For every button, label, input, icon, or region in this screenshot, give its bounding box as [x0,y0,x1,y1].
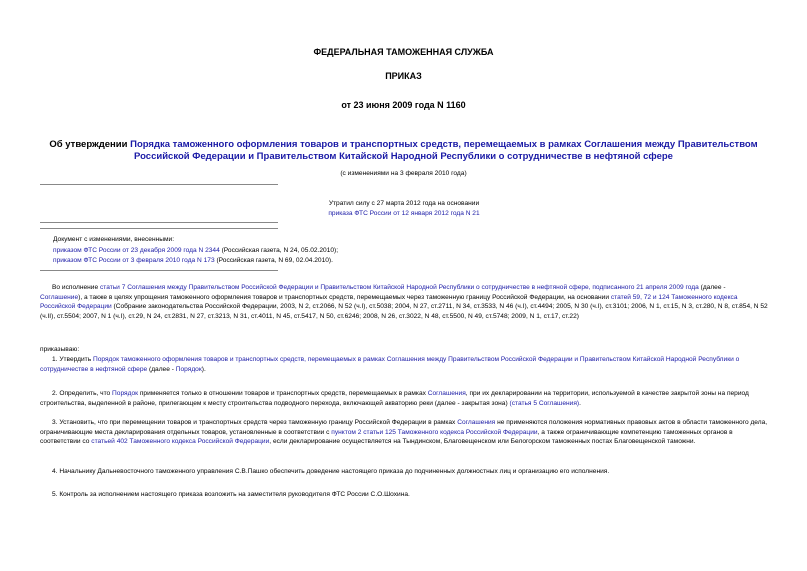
item-1 [40,355,769,374]
title-prefix: Об утверждении [49,139,131,150]
document-title [40,139,767,163]
item-text: 3. Установить, что при перемещении товаров и транспортных средств через таможенную границу Российской Федерации в рамках [52,419,458,426]
item-text: , а также ограничивающие компетенцию таможенных органов в соответствии со [40,428,733,446]
divider [40,184,278,185]
preamble-text: (Собрание законодательства Российской Федерации, 2003, N 2, ст.2066, N 52 (ч.I), ст.5038; 2004, N 27, ст.2711, N 34, ст.3533, N 46 (ч.I), ст.4494; 2005, N 30 (ч.I), ст.3101; 2006, N 1, ст.15, N 3, ст.280, N 8, ст.854, N 52 (ч.II), ст.5504; 2007, N 1 (ч.I), ст.29, N 24, ст.2831, N 27, ст.3213, N 31, ст.4011, N 45, ст.5417, N 50, ст.6246; 2008, N 26, ст.3022, N 48, ст.5500, N 49, ст.5748; 2009, N 1, ст.17, ст.22) [40,303,768,320]
item-5 [40,490,769,500]
lost-force-text: Утратил силу с 27 марта 2012 года на основании [328,200,480,207]
item-text: ). [201,365,206,373]
change-tail: (Российская газета, N 24, 05.02.2010); [219,246,339,254]
agreement-link[interactable]: Соглашения [427,390,466,397]
item-text: , если декларирование осуществляется на Тындинском, Благовещенском или Белогорском таможенных постах Благовещенской таможни. [269,438,696,446]
item-text: 2. Определить, что [52,390,113,397]
article-125-link[interactable]: пунктом 2 статьи 125 Таможенного кодекса Российской Федерации [331,428,538,436]
divider [40,228,278,229]
changes-intro: Документ с изменениями, внесенными: [53,236,175,243]
doc-type: ПРИКАЗ [385,71,422,81]
preamble-text: ), а также в целях упрощения таможенного оформления товаров и транспортных средств, перемещаемых через таможенную границу Российской Федерации, на основании [78,293,611,301]
changes-list [53,235,453,266]
procedure-short-link[interactable]: Порядок [175,365,202,373]
divider [40,270,278,271]
item-text: не применяются положения нормативных правовых актов в области таможенного дела, ограничивающие места декларирования отдельных товаров, установленные в соответствии с [40,419,768,436]
customs-code-link[interactable]: статей 59, 72 и 124 Таможенного кодекса Российской Федерации [40,293,738,311]
preamble-text: (далее - [698,284,726,291]
lost-force-note [300,199,508,218]
order-word: приказываю: [40,346,80,353]
doc-date-number: от 23 июня 2009 года N 1160 [341,100,466,110]
item-text: , при их декларировании на территории, используемой в качестве закрытой зоны на период строительства, выделенной в районе, прилегающем к месту строительства подводного перехода, включающей акваторию реки (далее - закрытая зона) [40,390,749,407]
divider [40,222,278,223]
changes-item [53,256,453,266]
item-5-text: 5. Контроль за исполнением настоящего приказа возложить на заместителя руководителя ФТС России С.О.Шохина. [52,491,410,498]
change-link[interactable]: приказом ФТС России от 3 февраля 2010 года N 173 [53,257,215,265]
agreement-link[interactable]: Соглашения [457,419,496,426]
item-3 [40,418,769,447]
item-text: применяется только в отношении товаров и транспортных средств, перемещаемых в рамках [138,390,428,397]
article-402-link[interactable]: статьей 402 Таможенного кодекса Российской Федерации [91,438,270,446]
procedure-link[interactable]: Порядок [112,390,139,397]
change-link[interactable]: приказом ФТС России от 23 декабря 2009 года N 2344 [53,246,220,254]
article-5-link[interactable]: (статья 5 Соглашения) [509,399,580,407]
item-2 [40,389,769,408]
change-tail: (Российская газета, N 69, 02.04.2010). [214,257,333,265]
agreement-link[interactable]: Соглашение [40,293,79,301]
agency-name: ФЕДЕРАЛЬНАЯ ТАМОЖЕННАЯ СЛУЖБА [313,47,494,57]
lost-force-link[interactable]: приказа ФТС России от 12 января 2012 года N 21 [328,209,480,217]
item-text: . [579,399,581,407]
amended-note: (с изменениями на 3 февраля 2010 года) [340,170,467,177]
item-4-text: 4. Начальнику Дальневосточного таможенного управления С.В.Пашко обеспечить доведение настоящего приказа до подчиненных должностных лиц и организацию его исполнения. [52,468,610,475]
preamble [40,283,769,321]
agreement-article-link[interactable]: статьи 7 Соглашения между Правительством Российской Федерации и Правительством Китайской Народной Республики о сотрудничестве в нефтяной сфере, подписанного 21 апреля 2009 года [99,284,699,291]
item-4 [40,467,769,477]
title-order-link[interactable]: Порядка таможенного оформления товаров и транспортных средств, перемещаемых в рамках Соглашения между Правительством Российской Федерации и Правительством Китайской Народной Республики о сотрудничестве в нефтяной сфере [130,139,758,162]
procedure-link[interactable]: Порядок таможенного оформления товаров и транспортных средств, перемещаемых в рамках Соглашения между Правительством Российской Федерации и Правительством Китайской Народной Республики о сотрудничестве в нефтяной сфере [40,356,740,373]
item-text: 1. Утвердить [52,356,93,363]
preamble-text: Во исполнение [52,284,100,291]
item-text: (далее - [147,365,176,373]
changes-item [53,246,453,256]
